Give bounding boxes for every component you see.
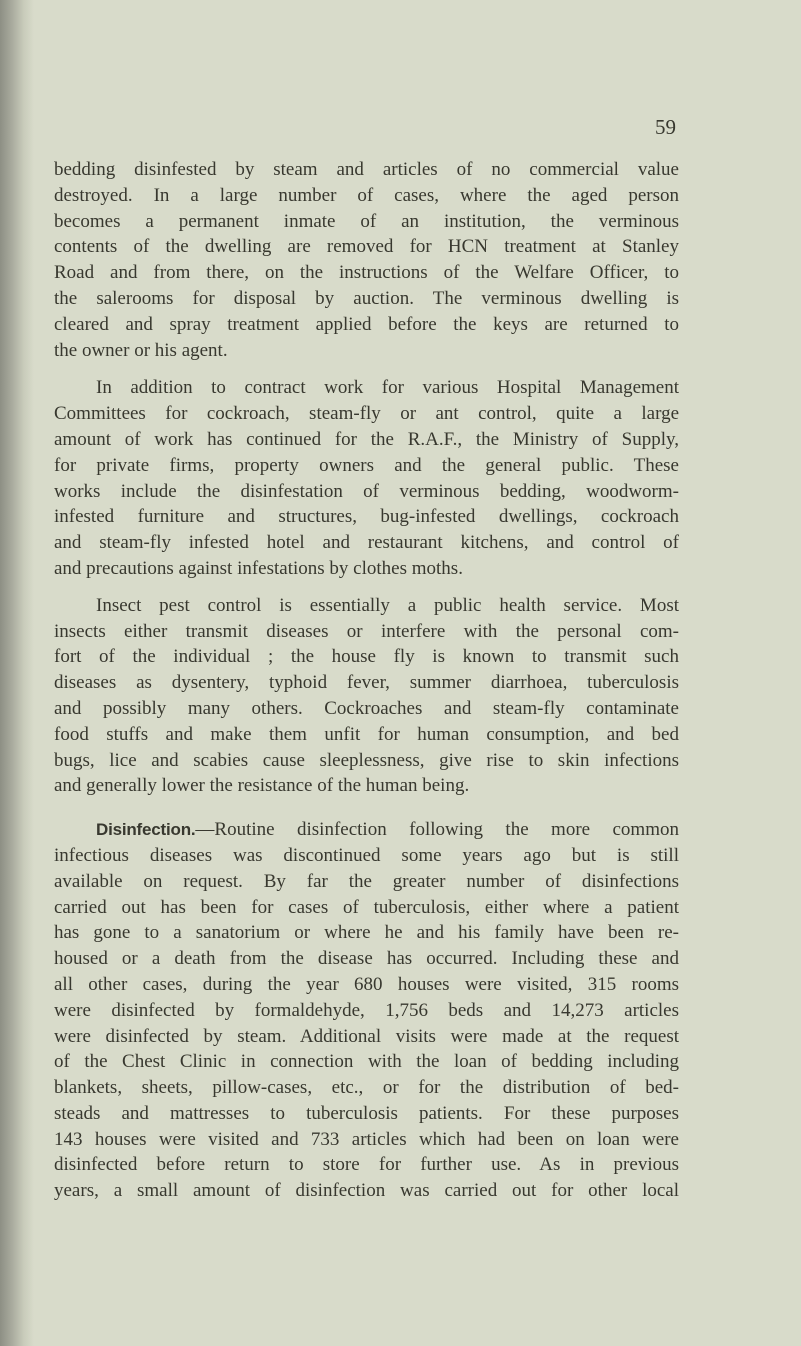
text-line: housed or a death from the disease has occurred. Including these and (54, 948, 679, 970)
text-line: bedding disinfested by steam and articles of no commercial value (54, 159, 679, 180)
text-line: Insect pest control is essentially a public health service. Most (96, 594, 679, 616)
paragraph-verminous-dwellings (54, 157, 679, 363)
text-line: bugs, lice and scabies cause sleeplessness, give rise to skin infections (54, 749, 679, 771)
text-line: and possibly many others. Cockroaches and steam-fly contaminate (54, 697, 679, 719)
text-line: cleared and spray treatment applied before the keys are returned to (54, 313, 679, 335)
text-line (54, 817, 679, 843)
text-line: becomes a permanent inmate of an institution, the verminous (54, 210, 679, 232)
text-line: has gone to a sanatorium or where he and his family have been re- (54, 922, 679, 944)
text-line: steads and mattresses to tuberculosis patients. For these purposes (54, 1102, 679, 1124)
text-line: Road and from there, on the instructions of the Welfare Officer, to (54, 262, 679, 284)
text-line: insects either transmit diseases or interfere with the personal com- (54, 620, 679, 642)
page-number: 59 (655, 115, 676, 139)
text-line: for private firms, property owners and the general public. These (54, 454, 679, 476)
text-line: of the Chest Clinic in connection with the loan of bedding including (54, 1051, 679, 1073)
text-line: and precautions against infestations by clothes moths. (54, 557, 463, 579)
text-line: works include the disinfestation of verminous bedding, woodworm- (54, 480, 679, 502)
text-line: and steam-fly infested hotel and restaurant kitchens, and control of (54, 532, 679, 554)
text-line: carried out has been for cases of tuberculosis, either where a patient (54, 896, 679, 918)
text-line: contents of the dwelling are removed for HCN treatment at Stanley (54, 236, 679, 258)
body-text (54, 157, 679, 1204)
text-line: and generally lower the resistance of the human being. (54, 775, 470, 797)
text-line: were disinfected by steam. Additional visits were made at the request (54, 1025, 679, 1047)
paragraph-contract-work (54, 375, 679, 581)
text-line: disinfected before return to store for further use. As in previous (54, 1154, 679, 1176)
text-line: diseases as dysentery, typhoid fever, summer diarrhoea, tuberculosis (54, 672, 679, 694)
scan-binding-shadow (0, 0, 34, 1346)
text-line: years, a small amount of disinfection was carried out for other local (54, 1180, 679, 1202)
text-line: all other cases, during the year 680 houses were visited, 315 rooms (54, 973, 679, 995)
paragraph-insect-pest-control (54, 593, 679, 799)
text-line: In addition to contract work for various Hospital Management (96, 377, 679, 399)
text-line: Committees for cockroach, steam-fly or ant control, quite a large (54, 403, 679, 425)
paragraph-disinfection (54, 817, 679, 1204)
text-line: blankets, sheets, pillow-cases, etc., or for the distribution of bed- (54, 1077, 679, 1099)
text-line: were disinfected by formaldehyde, 1,756 beds and 14,273 articles (54, 999, 679, 1021)
text-line: infested furniture and structures, bug-infested dwellings, cockroach (54, 506, 679, 528)
text-line: destroyed. In a large number of cases, where the aged person (54, 184, 679, 206)
text-line: amount of work has continued for the R.A.F., the Ministry of Supply, (54, 428, 679, 450)
text-line: the owner or his agent. (54, 339, 228, 361)
text-line: food stuffs and make them unfit for human consumption, and bed (54, 723, 679, 745)
text-line: fort of the individual ; the house fly is known to transmit such (54, 646, 679, 668)
text-line: the salerooms for disposal by auction. The verminous dwelling is (54, 287, 679, 309)
section-heading: Disinfection. (96, 820, 196, 840)
text-line: 143 houses were visited and 733 articles which had been on loan were (54, 1128, 679, 1150)
text-line: available on request. By far the greater number of disinfections (54, 870, 679, 892)
text-line-content: —Routine disinfection following the more common (195, 819, 679, 841)
text-line: infectious diseases was discontinued some years ago but is still (54, 844, 679, 866)
